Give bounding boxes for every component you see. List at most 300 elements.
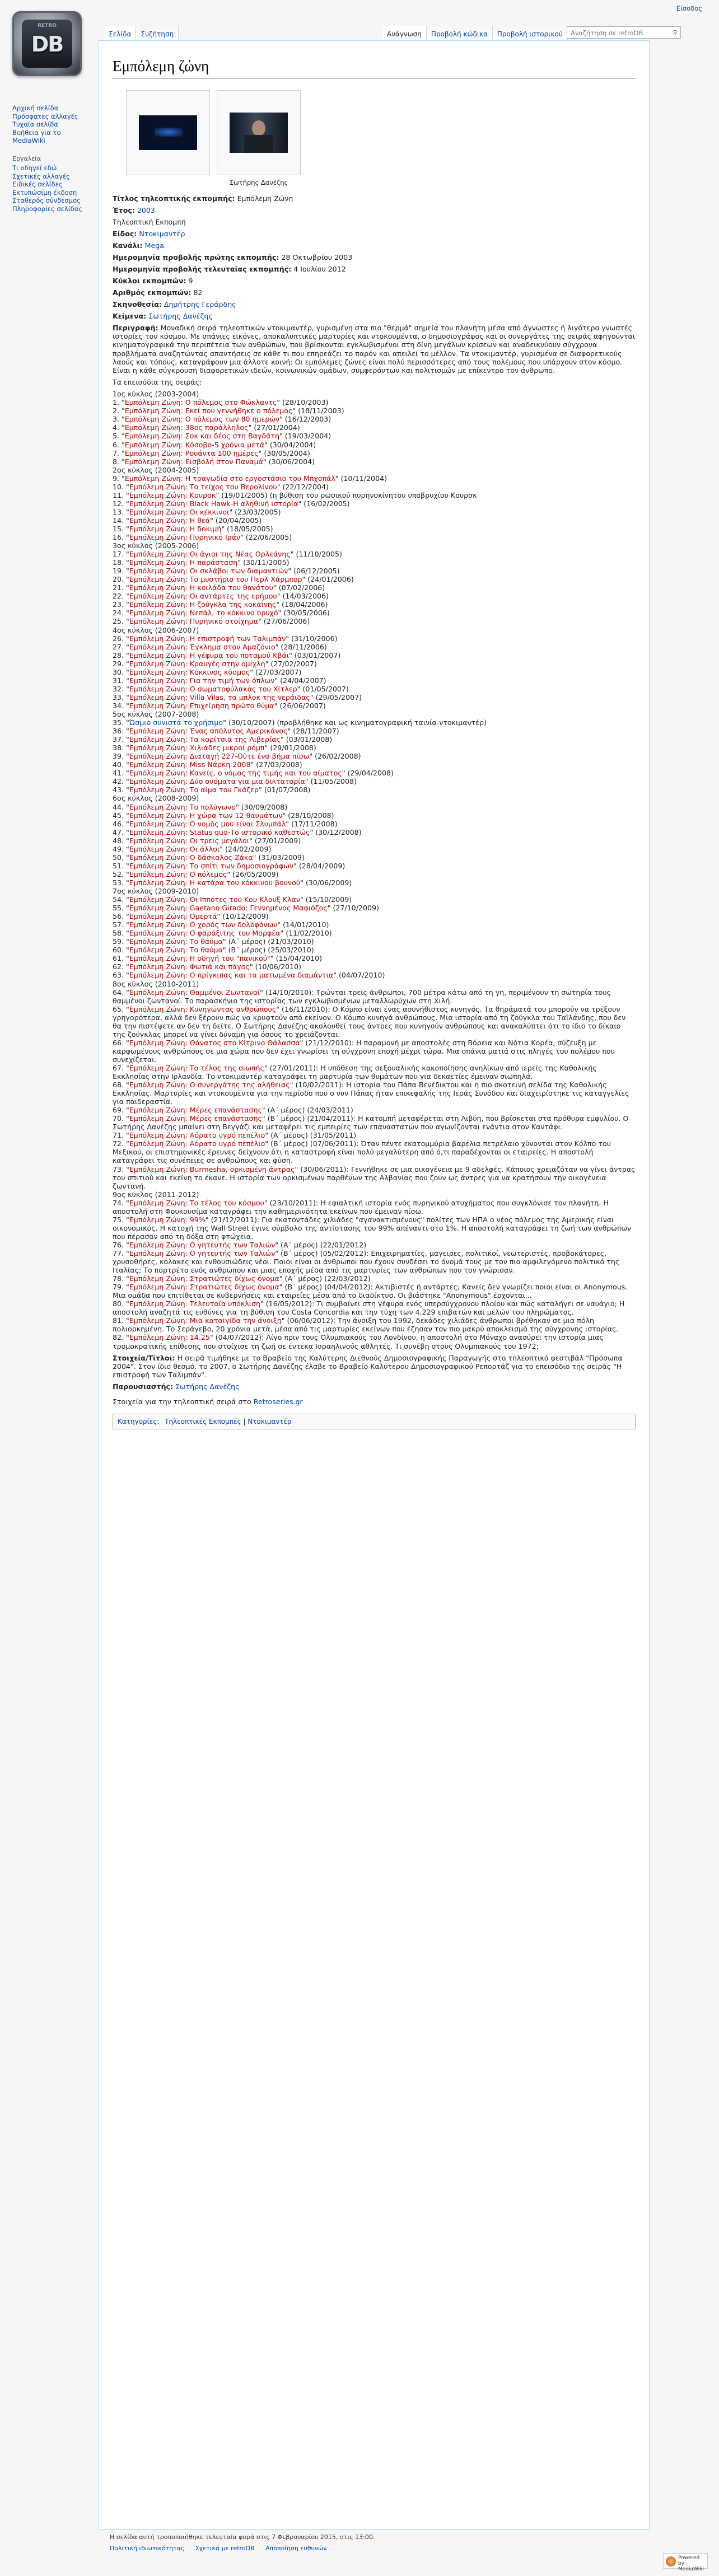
episode-date: (27/02/2007) — [270, 659, 317, 668]
list-item: 77. "Εμπόλεμη Ζώνη: Ο γητευτής των Ταλιών" (Β΄ μέρος) (05/02/2012): Επιχειρηματίες, μαγειρες, πολιτικοί, νεωτεριστές, προβοκάτορες, χρυσοθήρες, κόλακες και ενθουσιώδεις νέοι. Ποιοι είναι οι άνθρωποι που έχουν συνδέσει το όνομά τους με τον πιο αμφιλεγόμενο πολιτικό της Ιταλίας; Το πορτρέτο ενός ανθρώπου και μιας εποχής μέσα από τις μαρτυρίες των ανθρώπων που τον γνώρισαν. — [113, 1249, 620, 1275]
episode-description: (η βύθιση του ρωσικού πυρηνοκίνητου υποβρυχίου Κουρσκ — [269, 490, 477, 499]
episode-date: (19/03/2004) — [284, 432, 332, 441]
info-label: Κύκλοι εκπομπών: — [113, 277, 186, 285]
episode-link[interactable]: Εμπόλεμη Ζώνη: Η χώρα των 12 θαυμάτων — [129, 811, 283, 820]
episode-link[interactable]: Εμπόλεμη Ζώνη: Οι αντάρτες της ερήμου — [129, 592, 277, 601]
season-heading: 4ος κύκλος (2006-2007) — [113, 625, 199, 634]
sidebar-tools — [12, 164, 91, 213]
episode-date: (27/01/2011): — [269, 1063, 319, 1072]
about-link[interactable]: Σχετικά με retroDB — [195, 2545, 255, 2552]
episode-number: 71 — [113, 1131, 122, 1140]
episode-link[interactable]: Εμπόλεμη Ζώνη: Στρατιώτες δίχως όνομα — [129, 1274, 279, 1283]
episode-description: Η παραμονή με αποστολές στη Βόρεια και Νότια Κορέα, σύζευξη με καρφωμένους ανθρώπους σε μια χώρα που δεν έχει γνωρίσει τη σύγχρονη εποχή μέχρι τώρα. Μια σπάνια ματιά στις πληγές του πολέμου που συνεχίζεται. — [113, 1038, 615, 1064]
episode-number: 48 — [113, 836, 122, 845]
episode-number: 10 — [113, 482, 122, 491]
episode-date: (30/11/2005) — [243, 558, 290, 567]
episode-link[interactable]: Εμπόλεμη Ζώνη: Το τέλος του κόσμου — [129, 1198, 264, 1207]
list-item: 25. "Εμπόλεμη Ζώνη: Πυρηνικό στοίχημα" (27/06/2006) — [113, 617, 310, 626]
episode-link[interactable]: Εμπόλεμη Ζώνη: Κουρσκ — [129, 490, 216, 499]
tab-view-history[interactable]: Προβολή ιστορικού — [493, 26, 568, 40]
info-value[interactable]: 2003 — [137, 206, 155, 214]
episode-date: (31/10/2006) — [291, 634, 338, 643]
episode-number: 16 — [113, 533, 122, 542]
list-item: 44. "Εμπόλεμη Ζώνη: Το πολύγωνο" (30/09/2008) — [113, 802, 288, 811]
episode-link[interactable]: Εμπόλεμη Ζώνη: Villa Vilas, τα μπλοκ της νεράιδας — [129, 693, 310, 702]
episode-link[interactable]: Εμπόλεμη Ζώνη: Το αίμα του Γκάζερ — [129, 786, 259, 794]
episode-date: (Β΄ μέρος) (21/04/2011): — [267, 1114, 356, 1123]
season-heading: 9ος κύκλος (2011-2012) — [113, 1190, 199, 1199]
search-icon[interactable]: ⚲ — [673, 29, 678, 36]
category-links: Κατηγορίες: Τηλεοπτικές Εκπομπές | Ντοκιμαντέρ — [113, 1414, 636, 1429]
episode-number: 79 — [113, 1283, 122, 1292]
info-row — [113, 194, 636, 203]
episode-link[interactable]: Εμπόλεμη Ζώνη: Το σπίτι των δημοσιογράφων — [129, 861, 294, 870]
list-item: 33. "Εμπόλεμη Ζώνη: Villa Vilas, τα μπλοκ της νεράιδας" (29/05/2007) — [113, 693, 362, 702]
episode-link[interactable]: Εμπόλεμη Ζώνη: Οι άλλοι — [129, 844, 220, 853]
sidebar — [12, 104, 91, 213]
episode-description: (προβλήθηκε και ως κινηματογραφική ταινία-ντοκιμαντέρ) — [277, 718, 487, 727]
episode-date: (20/04/2005) — [215, 516, 262, 525]
list-item: 78. "Εμπόλεμη Ζώνη: Στρατιώτες δίχως όνομα" (Α΄ μέρος) (22/03/2012) — [113, 1274, 371, 1283]
description: Περιγραφή: Μοναδική σειρά τηλεοπτικών ντοκιμαντέρ, γυρισμένη στα πιο "θερμά" σημεία του πλανήτη μέσα από άγνωστες ή λιγότερο γνωστές ιστορίες του κόσμου. Με σπάνιες εικόνες, αποκαλυπτικές μαρτυρίες και ντοκουμέντα, ο δημοσιογράφος και οι συνεργάτες της σειράς αφηγούνται κινηματογραφικά την περιπέτεια των ανθρώπων, που βρίσκονται εγκλωβισμένοι στη δίνη μεγάλων κρίσεων και αναδεικνύουν σύγχρονα προβλήματα αναζητώντας απαντήσεις σε κάθε τι που επηρεάζει το παρόν και απειλεί το μέλλον. Τα ντοκιμαντέρ, γυρισμένα σε διαφορετικούς λαούς και τόπους, καταγράφουν μια άλλοτε κοινή: Οι εμπόλεμες ζώνες είναι πολύ περισσότερες από τους πολέμους που υπάρχουν στον κόσμο. Είναι η κάθε σύγκρουση διαφορετικών ιδεών, κοινωνικών ομάδων, συμφερόντων και πολιτισμών με επίκεντρο τον άνθρωπο. — [113, 324, 636, 375]
info-value[interactable]: Σωτήρης Δανέζης — [148, 312, 213, 320]
last-modified: Η σελίδα αυτή τροποποιήθηκε τελευταία φορά στις 7 Φεβρουαρίου 2015, στις 13:00. — [110, 2533, 375, 2541]
episode-date: (31/03/2009) — [258, 853, 305, 862]
episode-link[interactable]: Εμπόλεμη Ζώνη: Ομερτά — [129, 912, 217, 921]
list-item: 18. "Εμπόλεμη Ζώνη: Η παράσταση" (30/11/2005) — [113, 558, 290, 567]
episode-link[interactable]: Εμπόλεμη Ζώνη: Νεπάλ, το κόκκινο ορυχό — [129, 609, 278, 618]
episode-date: (18/11/2003) — [298, 406, 344, 415]
episode-link[interactable]: Ώσμιο συνιστά το χρήσιμο — [129, 718, 223, 727]
info-value[interactable]: Δημήτρης Γεράρδης — [164, 300, 236, 308]
episode-link[interactable]: Εμπόλεμη Ζώνη: Μια καταιγίδα την άνοιξη — [129, 1316, 282, 1325]
list-item: 28. "Εμπόλεμη Ζώνη: Η γέφυρα του ποταμού Κβάι" (03/01/2007) — [113, 651, 341, 660]
episode-date: (10/06/2010) — [255, 962, 302, 971]
episode-date: (16/05/2012): — [265, 1299, 315, 1308]
episode-number: 44 — [113, 802, 122, 811]
episode-date: (30/05/2006) — [283, 609, 330, 618]
episode-link[interactable]: Εμπόλεμη Ζώνη: Ο πρίγκιπας και τα ματωμένα διαμάντια — [129, 971, 334, 980]
episode-date: (Α΄ μέρος) (22/01/2012) — [281, 1240, 367, 1249]
info-row — [113, 265, 636, 273]
sidebar-tool-item[interactable]: Πληροφορίες σελίδας — [12, 204, 83, 213]
list-item: 21. "Εμπόλεμη Ζώνη: Η κοιλάδα του θανάτου" (07/02/2006) — [113, 583, 325, 592]
sidebar-tool-item[interactable]: Σχετικές αλλαγές — [12, 172, 70, 180]
list-item: 60. "Εμπόλεμη Ζώνη: Το θαύμα" (Β΄ μέρος) (25/03/2010) — [113, 946, 314, 955]
episode-number: 42 — [113, 777, 122, 786]
view-tabs — [382, 26, 568, 40]
info-value[interactable]: Mega — [144, 241, 164, 250]
info-value: Τηλεοπτική Εκπομπή — [113, 218, 186, 226]
episode-link[interactable]: Εμπόλεμη Ζώνη: Η κοιλάδα του θανάτου — [129, 583, 273, 592]
episode-date: (18/05/2005) — [227, 524, 273, 533]
episode-date: (26/02/2008) — [315, 752, 361, 761]
list-item: 79. "Εμπόλεμη Ζώνη: Στρατιώτες δίχως όνομα" (Β΄ μέρος) (04/04/2012): Ακτιβιστές ή αντάρτες; Κανείς δεν γνωρίζει ποιοι είναι οι Anonymous. Μια ομάδα που επιτίθεται σε κυβερνήσεις και εταιρείες μέσα από το διαδίκτυο. Οι βιάστηκε "Anonymous" έρχονται... — [113, 1283, 628, 1300]
info-value: 82 — [193, 288, 203, 297]
episode-description: Η κατομπή μεταφέρεται στη Λιβύη, που βρίσκεται στα πρόθυρα εμφυλίου. Ο Σωτήρης Δανέζης μπαίνει στη Βεγγάζι και μεταφέρει τις εμπειρίες των επαναστατών που αγωνίζονται ενάντια στον Καντάφι. — [113, 1114, 629, 1132]
episode-link[interactable]: Εμπόλεμη Ζώνη: Ο σωματοφύλακας του Χίτλερ — [129, 684, 297, 693]
episode-link[interactable]: Εμπόλεμη Ζώνη: Δύο ονόματα για μια δικτατορία — [129, 777, 305, 786]
episode-link[interactable]: Εμπόλεμη Ζώνη: Κόσοβο-5 χρόνια μετά — [124, 440, 265, 449]
episode-link[interactable]: Εμπόλεμη Ζώνη: Η γέφυρα του ποταμού Κβάι — [129, 651, 290, 660]
list-item: 51. "Εμπόλεμη Ζώνη: Το σπίτι των δημοσιογράφων" (28/04/2009) — [113, 861, 346, 870]
episode-link[interactable]: Εμπόλεμη Ζώνη: 38ος παράλληλος — [124, 423, 249, 432]
info-label: Ημερομηνία προβολής τελευταίας εκπομπής: — [113, 265, 292, 273]
list-item: 31. "Εμπόλεμη Ζώνη: Για την τιμή των όπλων" (24/04/2007) — [113, 676, 326, 685]
episode-link[interactable]: Εμπόλεμη Ζώνη: Η ζούγκλα της κοκαΐνης — [129, 600, 277, 609]
episode-date: (23/03/2005) — [235, 507, 281, 516]
episode-link[interactable]: Εμπόλεμη Ζώνη: Αόρατο υγρό πεπέλιο — [129, 1131, 265, 1140]
category-link[interactable]: Τηλεοπτικές Εκπομπές — [165, 1418, 241, 1426]
episode-number: 77 — [113, 1249, 122, 1257]
gallery-image[interactable] — [217, 90, 301, 175]
episode-date: (Β΄ μέρος) (07/06/2011): — [270, 1139, 359, 1148]
episode-date: (28/10/2008) — [288, 811, 334, 820]
episode-link[interactable]: Εμπόλεμη Ζώνη: Ο συνεργάτης της αλήθειας — [129, 1081, 290, 1090]
episode-link[interactable]: Εμπόλεμη Ζώνη: Το θαύμα — [129, 946, 223, 955]
episode-link[interactable]: Εμπόλεμη Ζώνη: Ο πόλεμος στο Φώκλαντς — [124, 398, 277, 407]
episode-link[interactable]: Εμπόλεμη Ζώνη: Οι άγιοι της Νέας Ορλεάνης — [129, 550, 291, 559]
login-link[interactable]: Είσοδος — [676, 4, 702, 12]
episode-number: 76 — [113, 1240, 122, 1249]
episode-link[interactable]: Εμπόλεμη Ζώνη: Miss Νάρκη 2008 — [129, 760, 251, 769]
episode-link[interactable]: Εμπόλεμη Ζώνη: Το πολύγωνο — [129, 802, 236, 811]
list-item: 81. "Εμπόλεμη Ζώνη: Μια καταιγίδα την άνοιξη" (06/06/2012): Την άνοιξη του 1992, δεκάδες χιλιάδες άνθρωποι βρέθηκαν σε μια πόλη πολιορκημένη. Το Σεράγεβο, 20 χρόνια μετά, μέσα από τις μαρτυρίες εκείνων που έζησαν τον πιο μακρύ αποκλεισμό της σύγχρονης ιστορίας. — [113, 1316, 619, 1334]
list-item: 16. "Εμπόλεμη Ζώνη: Πυρηνικό Ιράν" (22/06/2005) — [113, 533, 292, 542]
episode-link[interactable]: Εμπόλεμη Ζώνη: Η τραγωδία στο εργοστάσιο του Μπχοπάλ — [124, 474, 335, 483]
episode-date: (18/04/2006) — [282, 600, 328, 609]
sidebar-nav-item[interactable]: Αρχική σελίδα — [12, 104, 59, 112]
main-content — [99, 40, 650, 2530]
episode-link[interactable]: Εμπόλεμη Ζώνη: Φωτιά και πάγος — [129, 962, 250, 971]
list-item: 43. "Εμπόλεμη Ζώνη: Το αίμα του Γκάζερ" (01/07/2008) — [113, 786, 311, 794]
episode-link[interactable]: Εμπόλεμη Ζώνη: Ο δάσκαλος Ζάκα — [129, 853, 253, 862]
episode-number: 73 — [113, 1165, 122, 1174]
episode-date: (27/01/2004) — [254, 423, 300, 432]
season-heading: 1ος κύκλος (2003-2004) — [113, 390, 199, 399]
episode-link[interactable]: Εμπόλεμη Ζώνη: Η επιστροφή των Ταλιμπάν — [129, 634, 286, 643]
list-item: 2. "Εμπόλεμη Ζώνη: Εκεί που γεννήθηκε ο πόλεμος" (18/11/2003) — [113, 406, 344, 415]
list-item: 20. "Εμπόλεμη Ζώνη: Το μυστήριο του Περλ Χάρμπορ" (24/01/2006) — [113, 575, 354, 584]
episode-link[interactable]: Εμπόλεμη Ζώνη: Εισβολή στον Παναμά — [124, 457, 263, 466]
episode-link[interactable]: Εμπόλεμη Ζώνη: Κραυγές στην ομίχλη — [129, 659, 265, 668]
list-item: 14. "Εμπόλεμη Ζώνη: Η θεά" (20/04/2005) — [113, 516, 262, 525]
list-item: 67. "Εμπόλεμη Ζώνη: Το τέλος της σιωπής" (27/01/2011): Η υπόθεση της σεξουαλικής κακοποίησης ανηλίκων από ιερείς της Καθολικής Εκκλησίας στην Ιρλανδία. Το ντοκιμαντέρ καταγράφει τη μαρτυρία των θυμάτων που για δεκαετίες έμειναν σιωπηλά. — [113, 1063, 597, 1081]
episode-date: (29/01/2008) — [270, 744, 316, 752]
footer-links — [110, 2543, 375, 2554]
episode-date: (01/07/2008) — [264, 786, 311, 794]
episode-number: 80 — [113, 1299, 122, 1308]
episode-number: 59 — [113, 937, 122, 946]
episode-number: 2 — [113, 406, 118, 415]
episode-link[interactable]: Εμπόλεμη Ζώνη: Θάνατος στο Κίτρινο Θάλασσα — [129, 1038, 300, 1047]
episode-link[interactable]: Εμπόλεμη Ζώνη: Οι κέκκινοι — [129, 507, 230, 516]
list-item: 19. "Εμπόλεμη Ζώνη: Οι σκλάβοι των διαμαντιών" (06/12/2005) — [113, 567, 340, 576]
gallery-image[interactable] — [126, 90, 210, 175]
search-input[interactable]: Αναζήτηση σε retroDB ⚲ — [567, 26, 681, 39]
tab-read[interactable]: Ανάγνωση — [382, 26, 427, 40]
info-row — [113, 230, 636, 238]
episode-link[interactable]: Εμπόλεμη Ζώνη: Τελευταία υπόκλιση — [129, 1299, 260, 1308]
sidebar-nav-item[interactable]: Βοήθεια για το MediaWiki — [12, 128, 61, 144]
list-item: 6. "Εμπόλεμη Ζώνη: Κόσοβο-5 χρόνια μετά" (30/04/2004) — [113, 440, 316, 449]
episode-link[interactable]: Εμπόλεμη Ζώνη: Επιχείρηση πρώτο θύμα — [129, 701, 274, 710]
episode-link[interactable]: Εμπόλεμη Ζώνη: Κανείς, ο νόμος της τιμής και του αίματος — [129, 769, 342, 778]
episode-number: 24 — [113, 609, 122, 618]
sidebar-nav-item[interactable]: Τυχαία σελίδα — [12, 120, 58, 128]
episode-number: 57 — [113, 920, 122, 929]
episode-date: (11/10/2005) — [296, 550, 342, 559]
episode-number: 53 — [113, 878, 122, 887]
episode-link[interactable]: Εμπόλεμη Ζώνη: Για την τιμή των όπλων — [129, 676, 275, 685]
info-label: Αριθμός εκπομπών: — [113, 288, 192, 297]
info-value[interactable]: Ντοκιμαντέρ — [139, 230, 185, 238]
episode-link[interactable]: Εμπόλεμη Ζώνη: Οι Ιππότες του Κου Κλουξ Κλαν — [129, 895, 300, 904]
episode-link[interactable]: Εμπόλεμη Ζώνη: Θαμμένοι Ζωντανοί — [129, 988, 260, 997]
info-row — [113, 277, 636, 285]
episode-link[interactable]: Εμπόλεμη Ζώνη: Στρατιώτες δίχως όνομα — [129, 1283, 279, 1292]
episode-description: Για εκατοντάδες χιλιάδες "αγανακτισμένους" πολίτες των ΗΠΑ ο νέος πόλεμος της Αμερικής είναι οικονομικός. Η κατοχή της Wall Street έγινε σύμβολο της αντίστασης του 99% απέναντι στο 1%. Η αποστολή καταγράφει τη ζωή των ανθρώπων που πέρασαν από τη δόξα στη φτώχεια. — [113, 1215, 631, 1241]
list-item: 17. "Εμπόλεμη Ζώνη: Οι άγιοι της Νέας Ορλεάνης" (11/10/2005) — [113, 550, 342, 559]
episode-link[interactable]: Εμπόλεμη Ζώνη: Ο πόλεμος των 80 ημερών — [124, 415, 279, 424]
privacy-link[interactable]: Πολιτική ιδιωτικότητας — [110, 2545, 185, 2552]
episode-description: Όταν πέντε εκατομμύρια βαρέλια πετρέλαιο χύνονται στον Κόλπο του Μεξικού, οι επιστημονικές έρευνες δείχνουν ότι η καταστροφή είναι πολύ μεγαλύτερη από ό,τι παραδέχονται οι εταιρείες. Η αποστολή καταγράφει τις συνέπειες σε ανθρώπους και φύση. — [113, 1139, 611, 1165]
episode-link[interactable]: Εμπόλεμη Ζώνη: Burmesha, ορκισμένη άντρας — [129, 1165, 295, 1174]
episode-number: 8 — [113, 457, 118, 466]
episode-link[interactable]: Εμπόλεμη Ζώνη: Ο γητευτής των Ταλιών — [129, 1240, 276, 1249]
episode-number: 35 — [113, 718, 122, 727]
info-row — [113, 253, 636, 261]
episode-link[interactable]: Εμπόλεμη Ζώνη: Οι σκλάβοι των διαμαντιών — [129, 567, 288, 576]
episode-link[interactable]: Εμπόλεμη Ζώνη: Ο πόλεμος — [129, 869, 227, 878]
episode-link[interactable]: Εμπόλεμη Ζώνη: Η κατάρα του κόκκινου βουνού — [129, 878, 301, 887]
episode-date: (15/10/2009) — [305, 895, 352, 904]
episode-date: (14/10/2010): — [265, 988, 314, 997]
info-value: 28 Οκτωβρίου 2003 — [281, 253, 353, 261]
category-link[interactable]: Ντοκιμαντέρ — [248, 1418, 292, 1426]
list-item: 26. "Εμπόλεμη Ζώνη: Η επιστροφή των Ταλιμπάν" (31/10/2006) — [113, 634, 338, 643]
season-heading: 5ος κύκλος (2007-2008) — [113, 710, 199, 718]
episode-date: (04/07/2012): — [215, 1333, 264, 1342]
episode-number: 68 — [113, 1081, 122, 1090]
list-item: 15. "Εμπόλεμη Ζώνη: Η δοκιμή" (18/05/2005) — [113, 524, 273, 533]
episode-link[interactable]: Εμπόλεμη Ζώνη: Πυρηνικό στοίχημα — [129, 617, 259, 626]
episode-date: (Β΄ μέρος) (04/04/2012): — [284, 1283, 373, 1292]
episode-date: (24/02/2009) — [225, 844, 272, 853]
tab-view-source[interactable]: Προβολή κώδικα — [427, 26, 493, 40]
tab-talk[interactable]: Συζήτηση — [136, 26, 179, 40]
presenter-link[interactable]: Σωτήρης Δανέζης — [175, 1382, 240, 1391]
episode-number: 18 — [113, 558, 122, 567]
info-label: Τίτλος τηλεοπτικής εκπομπής: — [113, 194, 235, 203]
episode-date: (11/02/2010) — [286, 929, 332, 938]
episode-link[interactable]: Εμπόλεμη Ζώνη: Σοκ και δέος στη Βαγδάτη — [124, 432, 279, 441]
episode-date: (28/11/2006) — [281, 642, 327, 651]
episode-link[interactable]: Εμπόλεμη Ζώνη: Πυρηνικό Ιράν — [129, 533, 240, 542]
episode-date: (Β΄ μέρος) (25/03/2010) — [228, 946, 314, 955]
info-label: Κείμενα: — [113, 312, 147, 320]
tab-page[interactable]: Σελίδα — [104, 26, 136, 40]
episode-link[interactable]: Εμπόλεμη Ζώνη: Η δοκιμή — [129, 524, 222, 533]
episode-link[interactable]: Εμπόλεμη Ζώνη: Black Hawk-Η αληθινή ιστορία — [129, 499, 298, 508]
episode-date: (14/01/2010) — [282, 920, 329, 929]
episode-link[interactable]: Εμπόλεμη Ζώνη: Το τέλος της σιωπής — [129, 1063, 264, 1072]
categories-label[interactable]: Κατηγορίες: — [118, 1418, 160, 1426]
info-row — [113, 206, 636, 214]
episode-link[interactable]: Εμπόλεμη Ζώνη: Χιλιάδες μικροί ρόμπ — [129, 744, 265, 752]
list-item: 61. "Εμπόλεμη Ζώνη: Η οδηγή του "πανικού"" (15/04/2010) — [113, 954, 323, 963]
episode-number: 21 — [113, 583, 122, 592]
episode-date: (03/01/2008) — [286, 735, 333, 744]
episode-link[interactable]: Εμπόλεμη Ζώνη: Ρουάντα 100 ημέρες — [124, 448, 259, 457]
presenter-thumbnail — [230, 113, 288, 153]
episode-number: 40 — [113, 760, 122, 769]
episode-link[interactable]: Εμπόλεμη Ζώνη: 99% — [129, 1215, 206, 1224]
episode-number: 46 — [113, 819, 122, 828]
episode-number: 39 — [113, 752, 122, 761]
list-item: 8. "Εμπόλεμη Ζώνη: Εισβολή στον Παναμά" (30/06/2004) — [113, 457, 315, 466]
episode-list — [113, 390, 636, 1350]
info-row — [113, 288, 636, 297]
episode-link[interactable]: Εμπόλεμη Ζώνη: Η οδηγή του "πανικού" — [129, 954, 270, 963]
episode-link[interactable]: Εμπόλεμη Ζώνη: Διαταγή 227-Ούτε ένα βήμα πίσω — [129, 752, 310, 761]
list-item: 70. "Εμπόλεμη Ζώνη: Μέρες επανάστασης" (Β΄ μέρος) (21/04/2011): Η κατομπή μεταφέρεται στη Λιβύη, που βρίσκεται στα πρόθυρα εμφυλίου. Ο Σωτήρης Δανέζης μπαίνει στη Βεγγάζι και μεταφέρει τις εμπειρίες των επαναστατών που αγωνίζονται ενάντια στον Καντάφι. — [113, 1114, 629, 1132]
episode-date: (22/12/2004) — [282, 482, 329, 491]
sidebar-nav-item[interactable]: Πρόσφατες αλλαγές — [12, 112, 78, 120]
episode-link[interactable]: Εμπόλεμη Ζώνη: Τα κορίτσια της Λιβερίας — [129, 735, 281, 744]
episode-number: 3 — [113, 415, 118, 424]
list-item: 65. "Εμπόλεμη Ζώνη: Κυνηγώντας ανθρώπους" (16/11/2010): Ο Κόμπο είναι ένας ασυνήθιστος κυνηγός. Τα θηράματά του μπορούν να τρέξουν γρηγορότερα, αλλά δεν ξέρουν πώς να κρυφτούν από εκείνον. Ο Κόμπο κυνηγά ανθρώπους. Μια ιστορία από τη ζούγκλα του Ταϊλάνδης, που δεν θα την πιστέψετε αν δεν τη δείτε. Ο Σωτήρης Δανέζης ακολουθεί τους άντρες που κυνηγούν ανθρώπους και ανακαλύπτει ότι το ίδιο το δίκαιο της ζούγκλας μπορεί να γίνει δύναμη για όσους το χρειάζονται. — [113, 1004, 626, 1039]
episode-date: (16/12/2003) — [284, 415, 332, 424]
list-item: 39. "Εμπόλεμη Ζώνη: Διαταγή 227-Ούτε ένα βήμα πίσω" (26/02/2008) — [113, 752, 361, 761]
episode-link[interactable]: Εμπόλεμη Ζώνη: Ο χορός των δολοφόνων — [129, 920, 278, 929]
episode-link[interactable]: Εμπόλεμη Ζώνη: Ο γητευτής των Ταλιών — [129, 1249, 276, 1257]
episode-link[interactable]: Εμπόλεμη Ζώνη: Οι τρεις μεγάλοι — [129, 836, 250, 845]
episode-number: 67 — [113, 1063, 122, 1072]
episode-number: 27 — [113, 642, 122, 651]
infobox — [113, 194, 636, 320]
list-item: 27. "Εμπόλεμη Ζώνη: Έγκλημα στον Αμαζόνιο" (28/11/2006) — [113, 642, 327, 651]
episode-link[interactable]: Εμπόλεμη Ζώνη: Το τείχος του Βερολίνου — [129, 482, 277, 491]
presenter: Παρουσιαστής: Σωτήρης Δανέζης — [113, 1382, 240, 1391]
episode-description: Τι συμβαίνει στη γέφυρα ενός υπερσύγχρονου πλοίου και πώς καταλήγει σε ναυάγιο; Η αποστολή αναζητά τις ευθύνες για τη βύθιση του Costa Concordia και την τύχη των 4.229 επιβατών και μελών του πληρώματος. — [113, 1299, 625, 1317]
episode-number: 58 — [113, 929, 122, 938]
disclaimer-link[interactable]: Αποποίηση ευθυνών — [265, 2545, 327, 2552]
episode-link[interactable]: Εμπόλεμη Ζώνη: Η θεά — [129, 516, 211, 525]
episode-date: (21/12/2011): — [211, 1215, 260, 1224]
episode-link[interactable]: Εμπόλεμη Ζώνη: Το θαύμα — [129, 937, 223, 946]
episode-link[interactable]: Εμπόλεμη Ζώνη: Ένας απόλυτος Αμερικάνος — [129, 727, 288, 736]
episode-date: (24/01/2006) — [307, 575, 354, 584]
sidebar-tool-item[interactable]: Τι οδηγεί εδώ — [12, 164, 57, 172]
namespace-tabs — [104, 26, 179, 40]
list-item: 13. "Εμπόλεμη Ζώνη: Οι κέκκινοι" (23/03/2005) — [113, 507, 281, 516]
info-value: Εμπόλεμη Ζώνη — [237, 194, 293, 203]
list-item: 76. "Εμπόλεμη Ζώνη: Ο γητευτής των Ταλιών" (Α΄ μέρος) (22/01/2012) — [113, 1240, 367, 1249]
list-item: 54. "Εμπόλεμη Ζώνη: Οι Ιππότες του Κου Κλουξ Κλαν" (15/10/2009) — [113, 895, 352, 904]
episode-date: (Α΄ μέρος) (24/03/2011) — [267, 1106, 353, 1115]
episode-link[interactable]: Εμπόλεμη Ζώνη: Έγκλημα στον Αμαζόνιο — [129, 642, 276, 651]
list-item: 35. "Ώσμιο συνιστά το χρήσιμο" (30/10/2007) (προβλήθηκε και ως κινηματογραφική ταινία-ντοκιμαντέρ) — [113, 718, 487, 727]
episode-link[interactable]: Εμπόλεμη Ζώνη: Αόρατο υγρό πεπέλιο — [129, 1139, 265, 1148]
episode-number: 15 — [113, 524, 122, 533]
episode-date: (30/06/2009) — [305, 878, 352, 887]
episode-description: Ακτιβιστές ή αντάρτες; Κανείς δεν γνωρίζει ποιοι είναι οι Anonymous. Μια ομάδα που επιτίθεται σε κυβερνήσεις και εταιρείες μέσα από το διαδίκτυο. Οι βιάστηκε "Anonymous" έρχονται... — [113, 1283, 628, 1300]
episode-number: 33 — [113, 693, 122, 702]
source-link[interactable]: Retroseries.gr — [253, 1397, 303, 1406]
episode-link[interactable]: Εμπόλεμη Ζώνη: Μέρες επανάστασης — [129, 1114, 262, 1123]
info-value: 9 — [188, 277, 193, 285]
episode-number: 66 — [113, 1038, 122, 1047]
episode-link[interactable]: Εμπόλεμη Ζώνη: Κόκκινος κόσμος — [129, 667, 250, 676]
episode-date: (27/03/2008) — [256, 760, 302, 769]
list-item: 66. "Εμπόλεμη Ζώνη: Θάνατος στο Κίτρινο Θάλασσα" (21/12/2010): Η παραμονή με αποστολές στη Βόρεια και Νότια Κορέα, σύζευξη με καρφωμένους ανθρώπους σε μια χώρα που δεν έχει γνωρίσει τη σύγχρονη εποχή μέχρι τώρα. Μια σπάνια ματιά στις πληγές του πολέμου που συνεχίζεται. — [113, 1038, 615, 1064]
episode-date: (29/04/2008) — [347, 769, 394, 778]
info-row — [113, 241, 636, 250]
episode-link[interactable]: Εμπόλεμη Ζώνη: Η παράσταση — [129, 558, 238, 567]
episode-number: 51 — [113, 861, 122, 870]
mediawiki-icon — [666, 2556, 676, 2566]
episode-date: (19/01/2005) — [221, 490, 268, 499]
episode-link[interactable]: Εμπόλεμη Ζώνη: Εκεί που γεννήθηκε ο πόλεμος — [124, 406, 293, 415]
episode-date: (11/05/2008) — [310, 777, 357, 786]
powered-by-mediawiki-badge[interactable]: Powered by MediaWiki — [663, 2553, 708, 2569]
list-item: 1. "Εμπόλεμη Ζώνη: Ο πόλεμος στο Φώκλαντς" (28/10/2003) — [113, 398, 329, 407]
episode-link[interactable]: Εμπόλεμη Ζώνη: Gaetano Girado: Γεννημένος Μαφιόζος — [129, 904, 328, 913]
episode-date: (27/03/2007) — [255, 667, 302, 676]
episode-description: Η ιστορία του Πάπα Βενέδικτου και η πιο σκοτεινή σελίδα της Καθολικής Εκκλησίας. Μαρτυρίες και ντοκουμέντα για την περίοδο που ο νυν Πάπας ήταν επικεφαλής της Ιεράς Συνόδου και διαχειρίστηκε τις καταγγελίες για παιδεραστία. — [113, 1081, 629, 1106]
episode-number: 29 — [113, 659, 122, 668]
episode-link[interactable]: Εμπόλεμη Ζώνη: 14.25 — [129, 1333, 210, 1342]
info-label: Κανάλι: — [113, 241, 143, 250]
episode-date: (28/10/2003) — [282, 398, 329, 407]
episode-number: 37 — [113, 735, 122, 744]
list-item: 55. "Εμπόλεμη Ζώνη: Gaetano Girado: Γεννημένος Μαφιόζος" (27/10/2009) — [113, 904, 379, 913]
episode-link[interactable]: Εμπόλεμη Ζώνη: Status quo-Το ιστορικό καθεστώς — [129, 828, 310, 836]
info-row — [113, 218, 636, 226]
episode-link[interactable]: Εμπόλεμη Ζώνη: Κυνηγώντας ανθρώπους — [129, 1004, 277, 1013]
sidebar-tool-item[interactable]: Σταθερός σύνδεσμος — [12, 197, 81, 204]
list-item: 32. "Εμπόλεμη Ζώνη: Ο σωματοφύλακας του Χίτλερ" (01/05/2007) — [113, 684, 349, 693]
episode-link[interactable]: Εμπόλεμη Ζώνη: Μέρες επανάστασης — [129, 1106, 262, 1115]
episode-number: 6 — [113, 440, 118, 449]
episode-link[interactable]: Εμπόλεμη Ζώνη: Ο νομός μου είναι Σλυμπάλ — [129, 819, 286, 828]
episode-number: 82 — [113, 1333, 122, 1342]
sidebar-tool-item[interactable]: Εκτυπώσιμη έκδοση — [12, 188, 77, 197]
footer — [110, 2532, 375, 2554]
episode-link[interactable]: Εμπόλεμη Ζώνη: Το μυστήριο του Περλ Χάρμπορ — [129, 575, 302, 584]
episode-date: (27/06/2006) — [263, 617, 310, 626]
episode-date: (07/02/2006) — [278, 583, 325, 592]
episode-link[interactable]: Εμπόλεμη Ζώνη: Ο φαράξιτης του Μορφέα — [129, 929, 281, 938]
list-item: 52. "Εμπόλεμη Ζώνη: Ο πόλεμος" (26/05/2009) — [113, 869, 279, 878]
list-item: 37. "Εμπόλεμη Ζώνη: Τα κορίτσια της Λιβερίας" (03/01/2008) — [113, 735, 333, 744]
episode-number: 28 — [113, 651, 122, 660]
episode-number: 54 — [113, 895, 122, 904]
episode-number: 75 — [113, 1215, 122, 1224]
list-item: 40. "Εμπόλεμη Ζώνη: Miss Νάρκη 2008" (27/03/2008) — [113, 760, 302, 769]
list-item: 72. "Εμπόλεμη Ζώνη: Αόρατο υγρό πεπέλιο" (Β΄ μέρος) (07/06/2011): Όταν πέντε εκατομμύρια βαρέλια πετρέλαιο χύνονται στον Κόλπο του Μεξικού, οι επιστημονικές έρευνες δείχνουν ότι η καταστροφή είναι πολύ μεγαλύτερη από ό,τι παραδέχονται οι εταιρείες. Η αποστολή καταγράφει τις συνέπειες σε ανθρώπους και φύση. — [113, 1139, 611, 1165]
info-label: Σκηνοθεσία: — [113, 300, 162, 308]
episode-date: (10/12/2009) — [222, 912, 269, 921]
episode-description: Επιχειρηματίες, μαγειρες, πολιτικοί, νεωτεριστές, προβοκάτορες, χρυσοθήρες, κόλακες και ενθουσιώδεις νέοι. Ποιοι είναι οι άνθρωποι που έχουν συνδέσει το όνομά τους με τον πιο αμφιλεγόμενο πολιτικό της Ιταλίας; Το πορτρέτο ενός ανθρώπου και μιας εποχής μέσα από τις μαρτυρίες των ανθρώπων που τον γνώρισαν. — [113, 1249, 620, 1275]
sidebar-tool-item[interactable]: Ειδικές σελίδες — [12, 180, 63, 188]
episode-number: 78 — [113, 1274, 122, 1283]
list-item: 73. "Εμπόλεμη Ζώνη: Burmesha, ορκισμένη άντρας" (30/06/2011): Γεννήθηκε σε μια οικογένεια με 9 αδελφές. Κάποιος χρειαζόταν να γίνει άντρας του σπιτιού και εκείνη το έκανε. Η ιστορία των ορκισμένων παρθένων της Αλβανίας που ζουν ως άντρες για να κρατήσουν την οικογένεια ζωντανή. — [113, 1165, 636, 1190]
list-item: 50. "Εμπόλεμη Ζώνη: Ο δάσκαλος Ζάκα" (31/03/2009) — [113, 853, 305, 862]
site-logo[interactable]: RETRO DB — [12, 11, 82, 76]
list-item: 80. "Εμπόλεμη Ζώνη: Τελευταία υπόκλιση" (16/05/2012): Τι συμβαίνει στη γέφυρα ενός υπερσύγχρονου πλοίου και πώς καταλήγει σε ναυάγιο; Η αποστολή αναζητά τις ευθύνες για τη βύθιση του Costa Concordia και την τύχη των 4.229 επιβατών και μελών του πληρώματος. — [113, 1299, 625, 1317]
